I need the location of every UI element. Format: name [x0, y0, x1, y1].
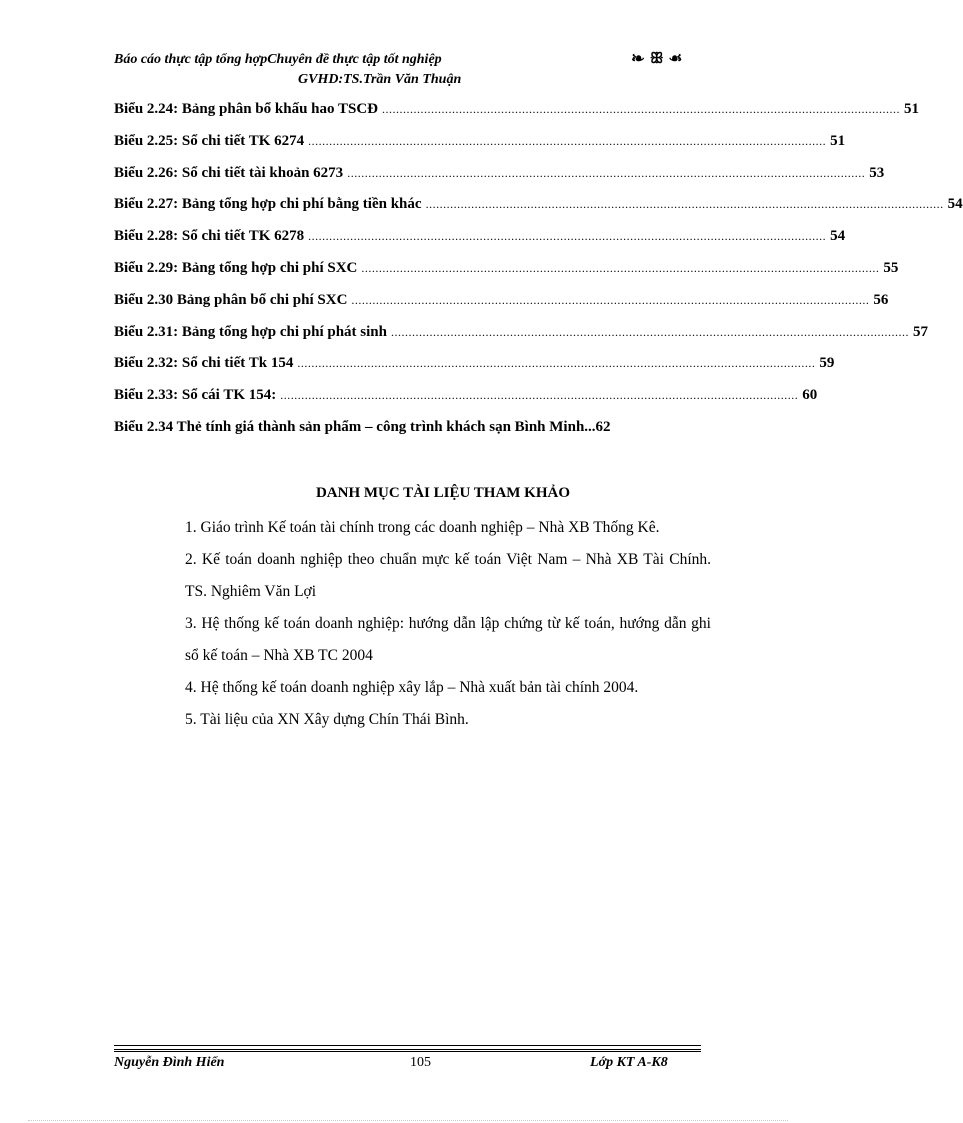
page-number: 105 [410, 1055, 431, 1070]
toc-row[interactable] [114, 101, 919, 133]
toc-page: 53 [869, 164, 885, 181]
header-supervisor: GVHD:TS.Trần Văn Thuận [298, 72, 462, 87]
toc-label: Biểu 2.26: Sổ chi tiết tài khoản 6273 [114, 164, 344, 181]
toc-row[interactable] [114, 259, 899, 292]
toc-label: Biểu 2.33: Sổ cái TK 154: [114, 387, 277, 404]
toc-row[interactable] [114, 355, 835, 387]
toc-row[interactable] [114, 387, 818, 419]
toc-leader: .................................................................................................................................................... [308, 229, 827, 244]
toc-label: Biểu 2.31: Bảng tổng hợp chi phí phát sinh [114, 323, 387, 340]
footer-author: Nguyễn Đình Hiển [114, 1055, 225, 1070]
toc-leader: .................................................................................................................................................... [390, 324, 909, 339]
reference-item: 5. Tài liệu của XN Xây dựng Chín Thái Bình. [185, 711, 469, 728]
toc-page: 55 [883, 259, 899, 276]
toc-row[interactable] [114, 228, 846, 260]
header-title: Báo cáo thực tập tổng hợpChuyên đề thực tập tốt nghiệp [114, 52, 442, 67]
toc-label: Biểu 2.24: Bảng phân bổ khấu hao TSCĐ [114, 101, 378, 117]
table-of-figures [114, 101, 963, 451]
toc-row[interactable] [114, 196, 963, 228]
toc-page: 51 [904, 101, 919, 117]
footer-class: Lớp KT A-K8 [590, 1055, 668, 1070]
toc-row[interactable] [114, 323, 928, 356]
toc-page: 54 [947, 196, 963, 213]
toc-leader: .................................................................................................................................................... [280, 388, 799, 403]
toc-label: Biểu 2.32: Sổ chi tiết Tk 154 [114, 355, 294, 372]
toc-leader: .................................................................................................................................................... [308, 133, 827, 148]
reference-item: 4. Hệ thống kế toán doanh nghiệp xây lắp – Nhà xuất bản tài chính 2004. [185, 679, 639, 696]
toc-leader: .................................................................................................................................................... [382, 102, 900, 116]
references-heading: DANH MỤC TÀI LIỆU THAM KHẢO [315, 485, 571, 501]
toc-page: 57 [912, 323, 928, 340]
toc-label: Biểu 2.29: Bảng tổng hợp chi phí SXC [114, 259, 358, 276]
toc-row[interactable] [114, 164, 885, 197]
toc-page: 51 [830, 132, 846, 149]
toc-leader: .................................................................................................................................................... [351, 292, 870, 307]
footer-divider [114, 1045, 701, 1052]
toc-leader: .................................................................................................................................................... [425, 197, 944, 212]
toc-row[interactable] [114, 291, 889, 324]
toc-row[interactable] [114, 132, 846, 165]
header-ornament-icon: ❧ ꕥ ☙ [632, 51, 683, 67]
toc-page: 59 [819, 355, 835, 372]
toc-label: Biểu 2.34 Thẻ tính giá thành sản phẩm – công trình khách sạn Bình Minh...62 [114, 418, 611, 435]
page-edge-divider [28, 1120, 788, 1121]
reference-item: 3. Hệ thống kế toán doanh nghiệp: hướng dẫn lập chứng từ kế toán, hướng dẫn ghi sổ kế toán – Nhà XB TC 2004 [185, 615, 711, 664]
toc-leader: .................................................................................................................................................... [347, 165, 866, 180]
reference-item: 2. Kế toán doanh nghiệp theo chuẩn mực kế toán Việt Nam – Nhà XB Tài Chính. TS. Nghiêm Văn Lợi [185, 551, 711, 600]
toc-leader: .................................................................................................................................................... [297, 356, 816, 371]
toc-leader: .................................................................................................................................................... [361, 260, 880, 275]
toc-label: Biểu 2.27: Bảng tổng hợp chi phí bằng tiền khác [114, 196, 422, 213]
toc-page: 60 [802, 387, 818, 404]
reference-item: 1. Giáo trình Kế toán tài chính trong các doanh nghiệp – Nhà XB Thống Kê. [185, 519, 660, 536]
toc-label: Biểu 2.25: Sổ chi tiết TK 6274 [114, 132, 305, 149]
references-list [185, 512, 711, 736]
toc-page: 56 [873, 291, 889, 308]
toc-page: 54 [830, 228, 846, 245]
toc-label: Biểu 2.30 Bảng phân bổ chi phí SXC [114, 291, 348, 308]
toc-label: Biểu 2.28: Sổ chi tiết TK 6278 [114, 228, 305, 245]
toc-row[interactable] [114, 419, 690, 451]
